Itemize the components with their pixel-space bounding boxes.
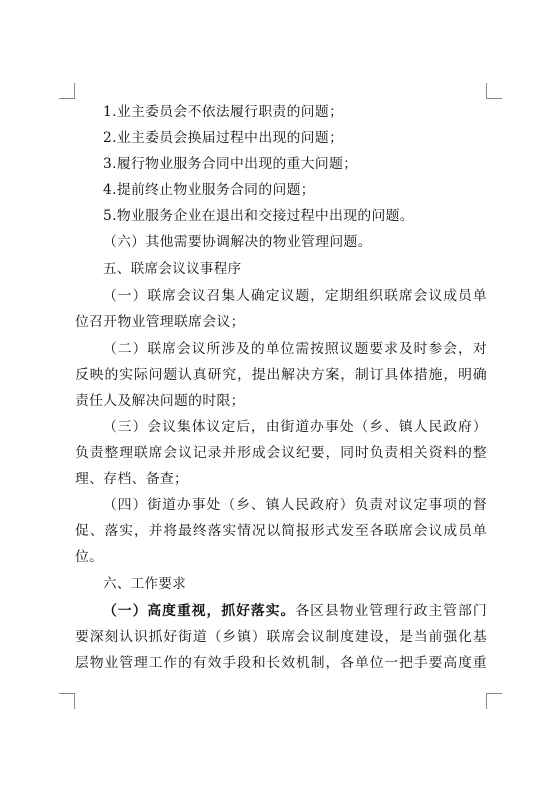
s5-p2-line3: 责任人及解决问题的时限； <box>75 393 245 409</box>
list-item-4: 4.提前终止物业服务合同的问题； <box>103 182 315 198</box>
list-item-3: 3.履行物业服务合同中出现的重大问题； <box>103 156 358 172</box>
section-6-heading: 六、工作要求 <box>103 576 187 592</box>
s5-p3-line3: 理、存档、备查； <box>75 471 189 487</box>
s6-p1-line3: 层物业管理工作的有效手段和长效机制，各单位一把手要高度重 <box>75 655 487 671</box>
s5-p2-line1: （二）联席会议所涉及的单位需按照议题要求及时参会，对 <box>103 341 487 357</box>
section-5-heading: 五、联席会议议事程序 <box>103 261 242 277</box>
item-6-paragraph: （六）其他需要协调解决的物业管理问题。 <box>103 234 372 250</box>
list-item-2: 2.业主委员会换届过程中出现的问题； <box>103 130 344 146</box>
s6-p1-line1-rest: 各区县物业管理行政主管部门 <box>295 603 487 619</box>
s6-p1-line2: 要深刻认识抓好街道（乡镇）联席会议制度建设，是当前强化基 <box>75 629 487 645</box>
s5-p3-line1: （三）会议集体议定后，由街道办事处（乡、镇人民政府） <box>103 419 487 435</box>
s6-p1-bold-lead: （一）高度重视，抓好落实。 <box>103 603 296 619</box>
s5-p4-line3: 位。 <box>75 549 104 565</box>
s6-p1-line1 <box>103 603 487 619</box>
s5-p1-line1: （一）联席会议召集人确定议题，定期组织联席会议成员单 <box>103 288 487 304</box>
list-item-1: 1.业主委员会不依法履行职责的问题； <box>103 104 344 120</box>
list-item-5: 5.物业服务企业在退出和交接过程中出现的问题。 <box>103 208 414 224</box>
s5-p2-line2: 反映的实际问题认真研究，提出解决方案，制订具体措施，明确 <box>75 367 487 383</box>
s5-p1-line2: 位召开物业管理联席会议； <box>75 314 245 330</box>
s5-p4-line2: 促、落实，并将最终落实情况以简报形式发至各联席会议成员单 <box>75 523 487 539</box>
s5-p3-line2: 负责整理联席会议记录并形成会议纪要，同时负责相关资料的整 <box>75 445 487 461</box>
s5-p4-line1: （四）街道办事处（乡、镇人民政府）负责对议定事项的督 <box>103 497 487 513</box>
